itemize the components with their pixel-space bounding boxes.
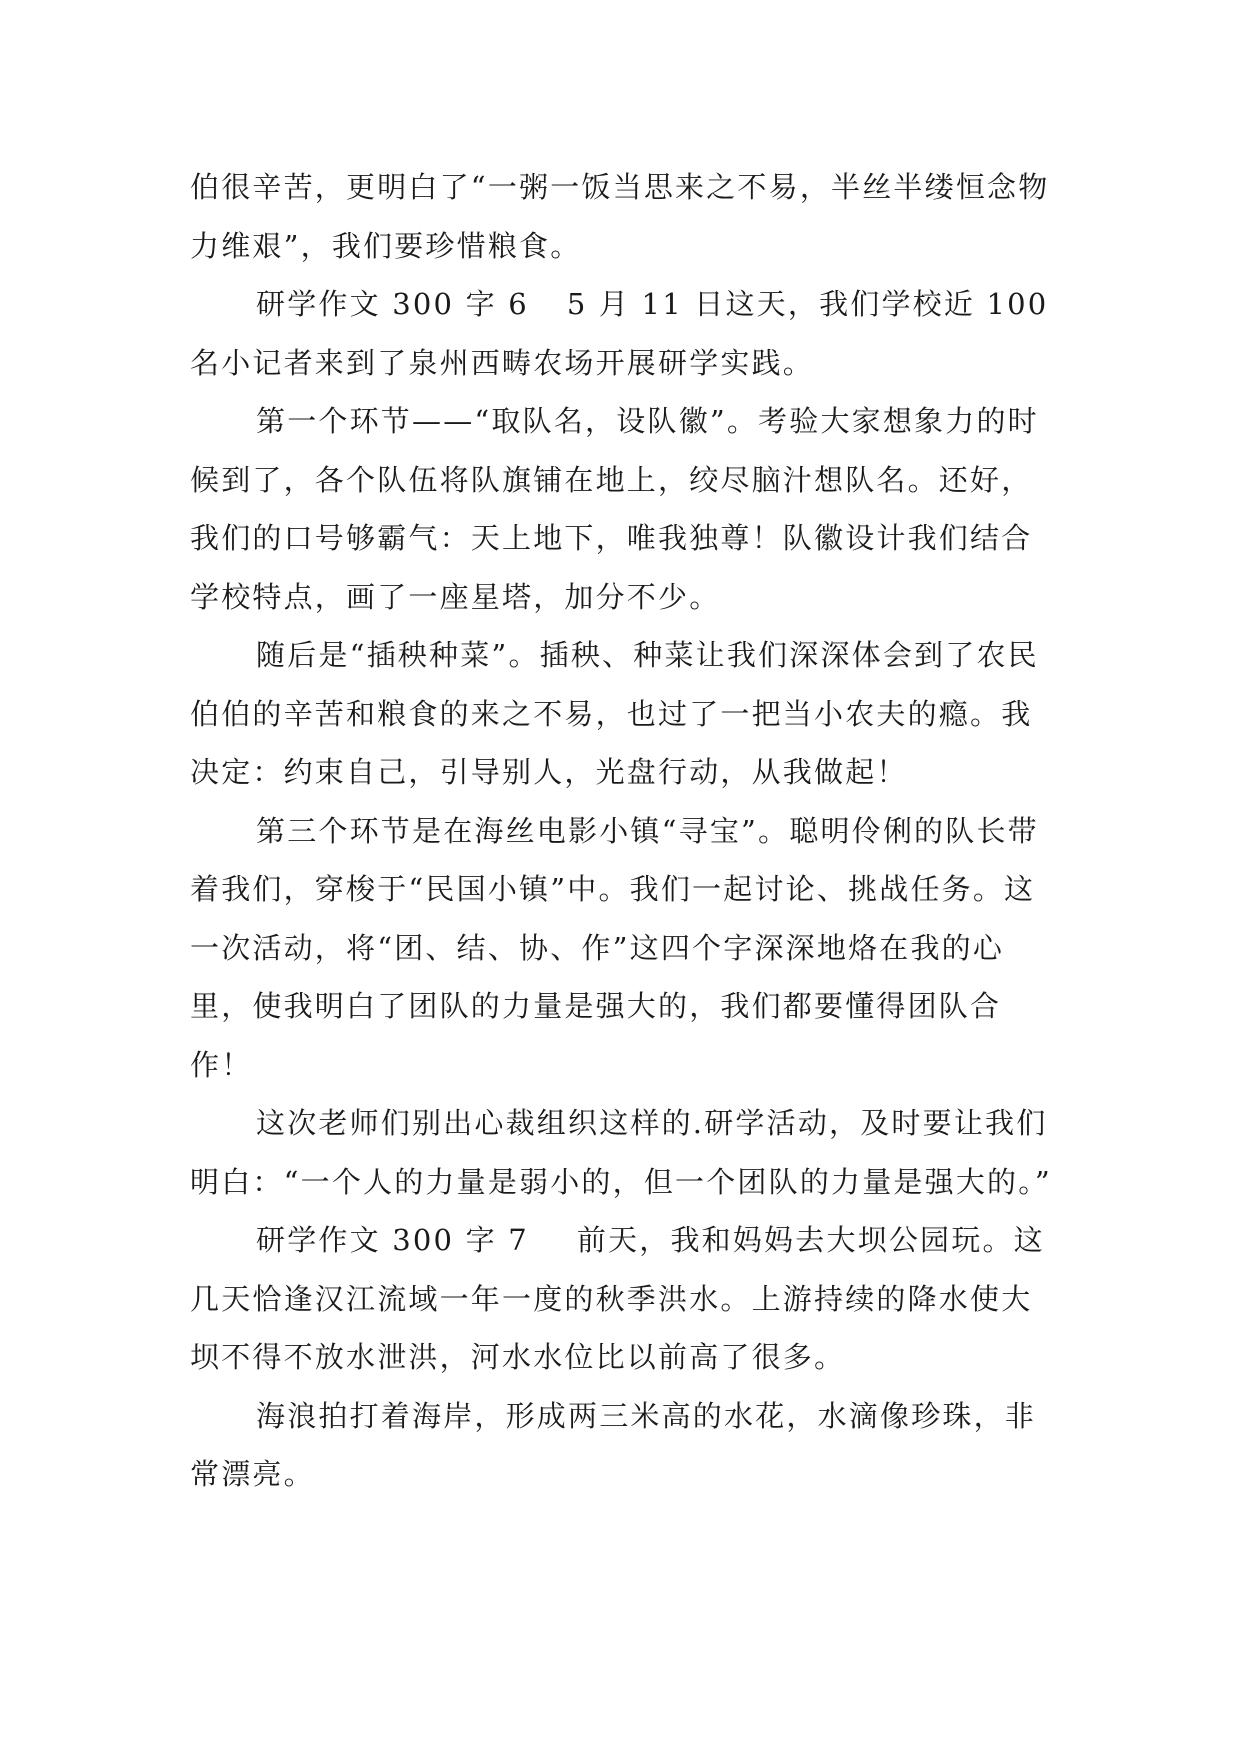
paragraph-essay-6-start <box>190 275 1060 392</box>
essay-heading-7: 研学作文 300 字 7 <box>256 1223 529 1257</box>
document-body <box>190 158 1060 1504</box>
essay-7-opening-text: 前天，我和妈妈去大坝公园玩。这几天恰逢汉江流域一年一度的秋季洪水。上游持续的降水使大坝不得不放水泄洪，河水水位比以前高了很多。 <box>190 1223 1045 1374</box>
paragraph-continuation: 伯很辛苦，更明白了“一粥一饭当思来之不易，半丝半缕恒念物力维艰”，我们要珍惜粮食。 <box>190 170 1050 263</box>
essay-heading-6: 研学作文 300 字 6 <box>256 287 529 321</box>
paragraph-treasure-hunt: 第三个环节是在海丝电影小镇“寻宝”。聪明伶俐的队长带着我们，穿梭于“民国小镇”中。我们一起讨论、挑战任务。这一次活动，将“团、结、协、作”这四个字深深地烙在我的心里，使我明白了团队的力量是强大的，我们都要懂得团队合作！ <box>190 813 1039 1082</box>
paragraph-conclusion: 这次老师们别出心裁组织这样的.研学活动，及时要让我们明白：“一个人的力量是弱小的，但一个团队的力量是强大的。” <box>190 1106 1052 1199</box>
paragraph-waves: 海浪拍打着海岸，形成两三米高的水花，水滴像珍珠，非常漂亮。 <box>190 1398 1037 1491</box>
paragraph-essay-7-start <box>190 1211 1060 1387</box>
paragraph-first-section: 第一个环节——“取队名，设队徽”。考验大家想象力的时候到了，各个队伍将队旗铺在地上，绞尽脑汁想队名。还好，我们的口号够霸气：天上地下，唯我独尊！队徽设计我们结合学校特点，画了一座星塔，加分不少。 <box>190 404 1039 614</box>
essay-6-opening-text: 5 月 11 日这天，我们学校近 100 名小记者来到了泉州西畴农场开展研学实践。 <box>190 287 1049 380</box>
paragraph-rice-planting: 随后是“插秧种菜”。插秧、种菜让我们深深体会到了农民伯伯的辛苦和粮食的来之不易，也过了一把当小农夫的瘾。我决定：约束自己，引导别人，光盘行动，从我做起！ <box>190 638 1039 789</box>
